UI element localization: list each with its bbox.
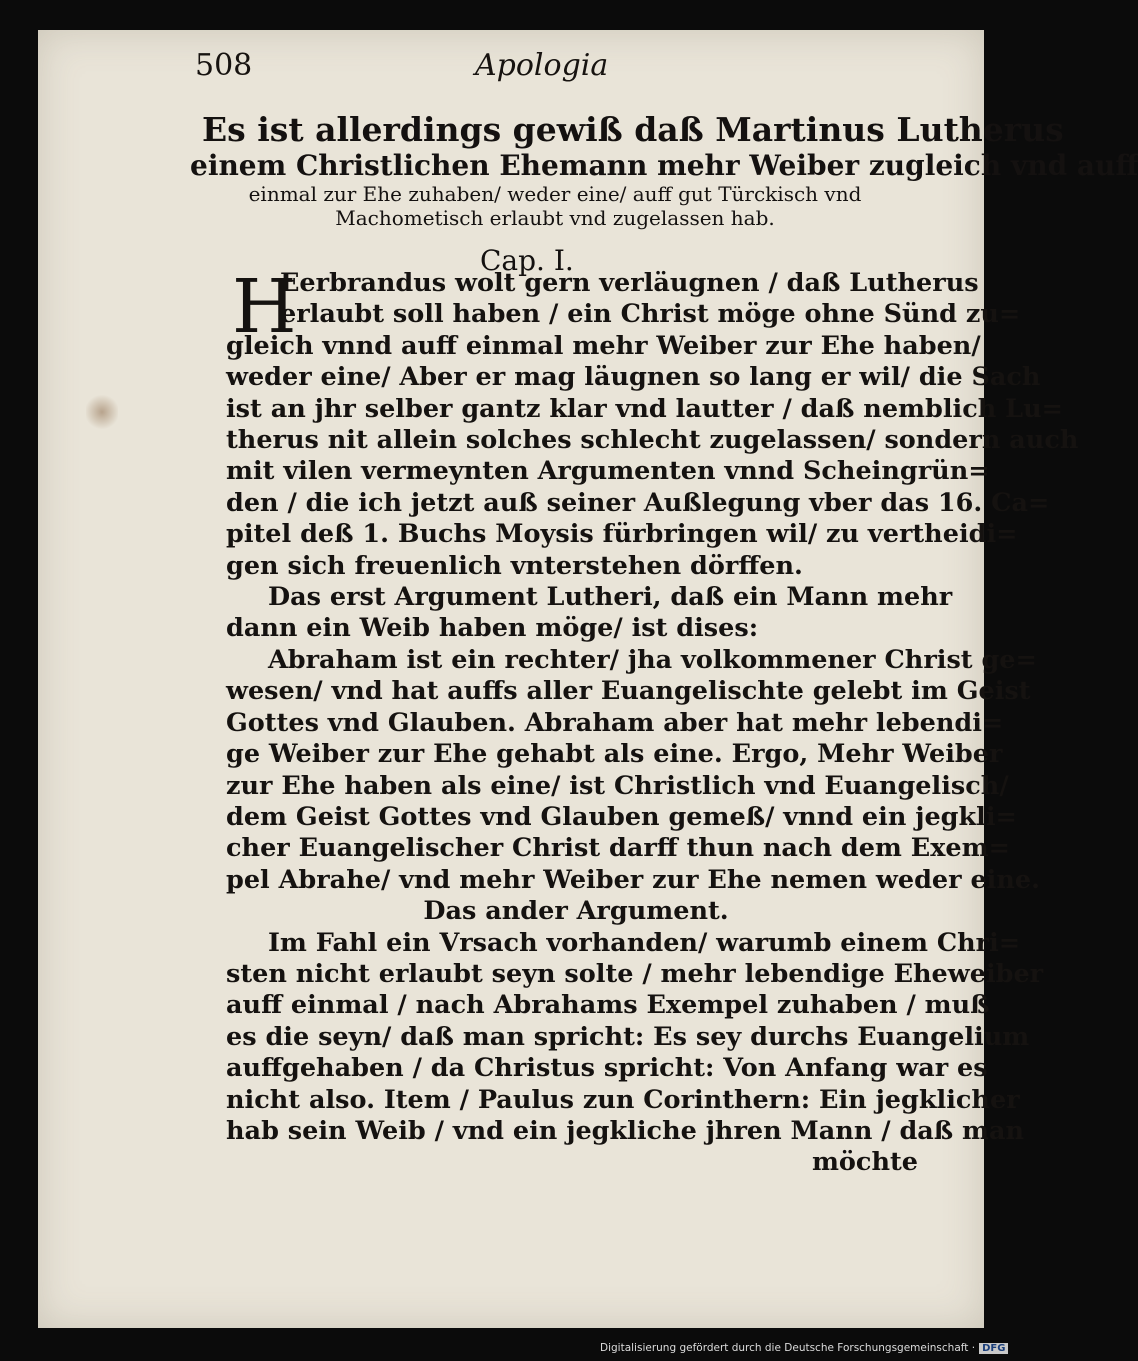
page-number: 508 [195,48,253,83]
page-header [195,48,655,98]
running-head: Apologia [475,48,609,83]
body-text [226,264,1079,1179]
text-line: gleich vnnd auff einmal mehr Weiber zur Ehe haben/ [226,330,981,361]
chapter-title [190,110,1138,230]
funding-footer [600,1342,1006,1358]
text-line: hab sein Weib / vnd ein jegkliche jhren Mann / daß man [226,1115,1025,1146]
text-line: wesen/ vnd hat auffs aller Euangelischte gelebt im Geist [226,676,1031,707]
title-line-2: einem Christlichen Ehemann mehr Weiber zugleich vnd auff [190,149,1138,182]
text-line: nicht also. Item / Paulus zun Corinthern: Ein jegklicher [226,1084,1020,1115]
text-line: auff einmal / nach Abrahams Exempel zuhaben / muß [226,990,990,1021]
drop-cap-initial: H [232,264,297,350]
text-line: ist an jhr selber gantz klar vnd lautter / daß nemblich Lu= [226,393,1064,424]
title-line-1: Es ist allerdings gewiß daß Martinus Lutherus [202,110,1064,149]
text-line: es die seyn/ daß man spricht: Es sey durchs Euangelium [226,1021,1030,1052]
text-line: weder eine/ Aber er mag läugnen so lang er wil/ die Sach [226,362,1041,393]
text-line: Das erst Argument Lutheri, daß ein Mann mehr [268,582,953,613]
text-line: cher Euangelischer Christ darff thun nach dem Exem= [226,833,1011,864]
text-line: dem Geist Gottes vnd Glauben gemeß/ vnnd ein jegkli= [226,801,1017,832]
text-line: mit vilen vermeynten Argumenten vnnd Scheingrün= [226,456,990,487]
text-line: Abraham ist ein rechter/ jha volkommener Christ ge= [268,644,1037,675]
catchword: möchte [811,1147,918,1178]
dfg-logo: DFG [979,1343,1008,1354]
text-line: pel Abrahe/ vnd mehr Weiber zur Ehe nemen weder eine. [226,864,1040,895]
text-line: zur Ehe haben als eine/ ist Christlich vnd Euangelisch/ [226,770,1009,801]
text-line: gen sich freuenlich vnterstehen dörffen. [226,550,803,581]
text-line: erlaubt soll haben / ein Christ möge ohne Sünd zu= [280,299,1021,330]
section-heading: Das ander Argument. [423,896,729,927]
text-line: den / die ich jetzt auß seiner Außlegung vber das 16. Ca= [226,487,1050,518]
title-line-3: einmal zur Ehe zuhaben/ weder eine/ auff gut Türckisch vnd [248,182,862,206]
text-line: sten nicht erlaubt seyn solte / mehr lebendige Eheweiber [226,958,1044,989]
page-stain [86,393,118,431]
text-line: auffgehaben / da Christus spricht: Von Anfang war es [226,1053,988,1084]
text-line: Gottes vnd Glauben. Abraham aber hat mehr lebendi= [226,707,1004,738]
footer-text: Digitalisierung gefördert durch die Deutsche Forschungsgemeinschaft · [600,1342,976,1354]
text-line: ge Weiber zur Ehe gehabt als eine. Ergo, Mehr Weiber [226,739,1003,770]
title-line-4: Machometisch erlaubt vnd zugelassen hab. [335,206,775,230]
chapter-heading: Cap. I. [480,244,574,277]
text-line: pitel deß 1. Buchs Moysis fürbringen wil/ zu vertheidi= [226,519,1018,550]
text-line: dann ein Weib haben möge/ ist dises: [226,613,759,644]
text-line: Eerbrandus wolt gern verläugnen / daß Lutherus [280,268,979,298]
text-line: therus nit allein solches schlecht zugelassen/ sondern auch [226,425,1079,456]
text-line: Im Fahl ein Vrsach vorhanden/ warumb einem Chri= [268,927,1021,958]
